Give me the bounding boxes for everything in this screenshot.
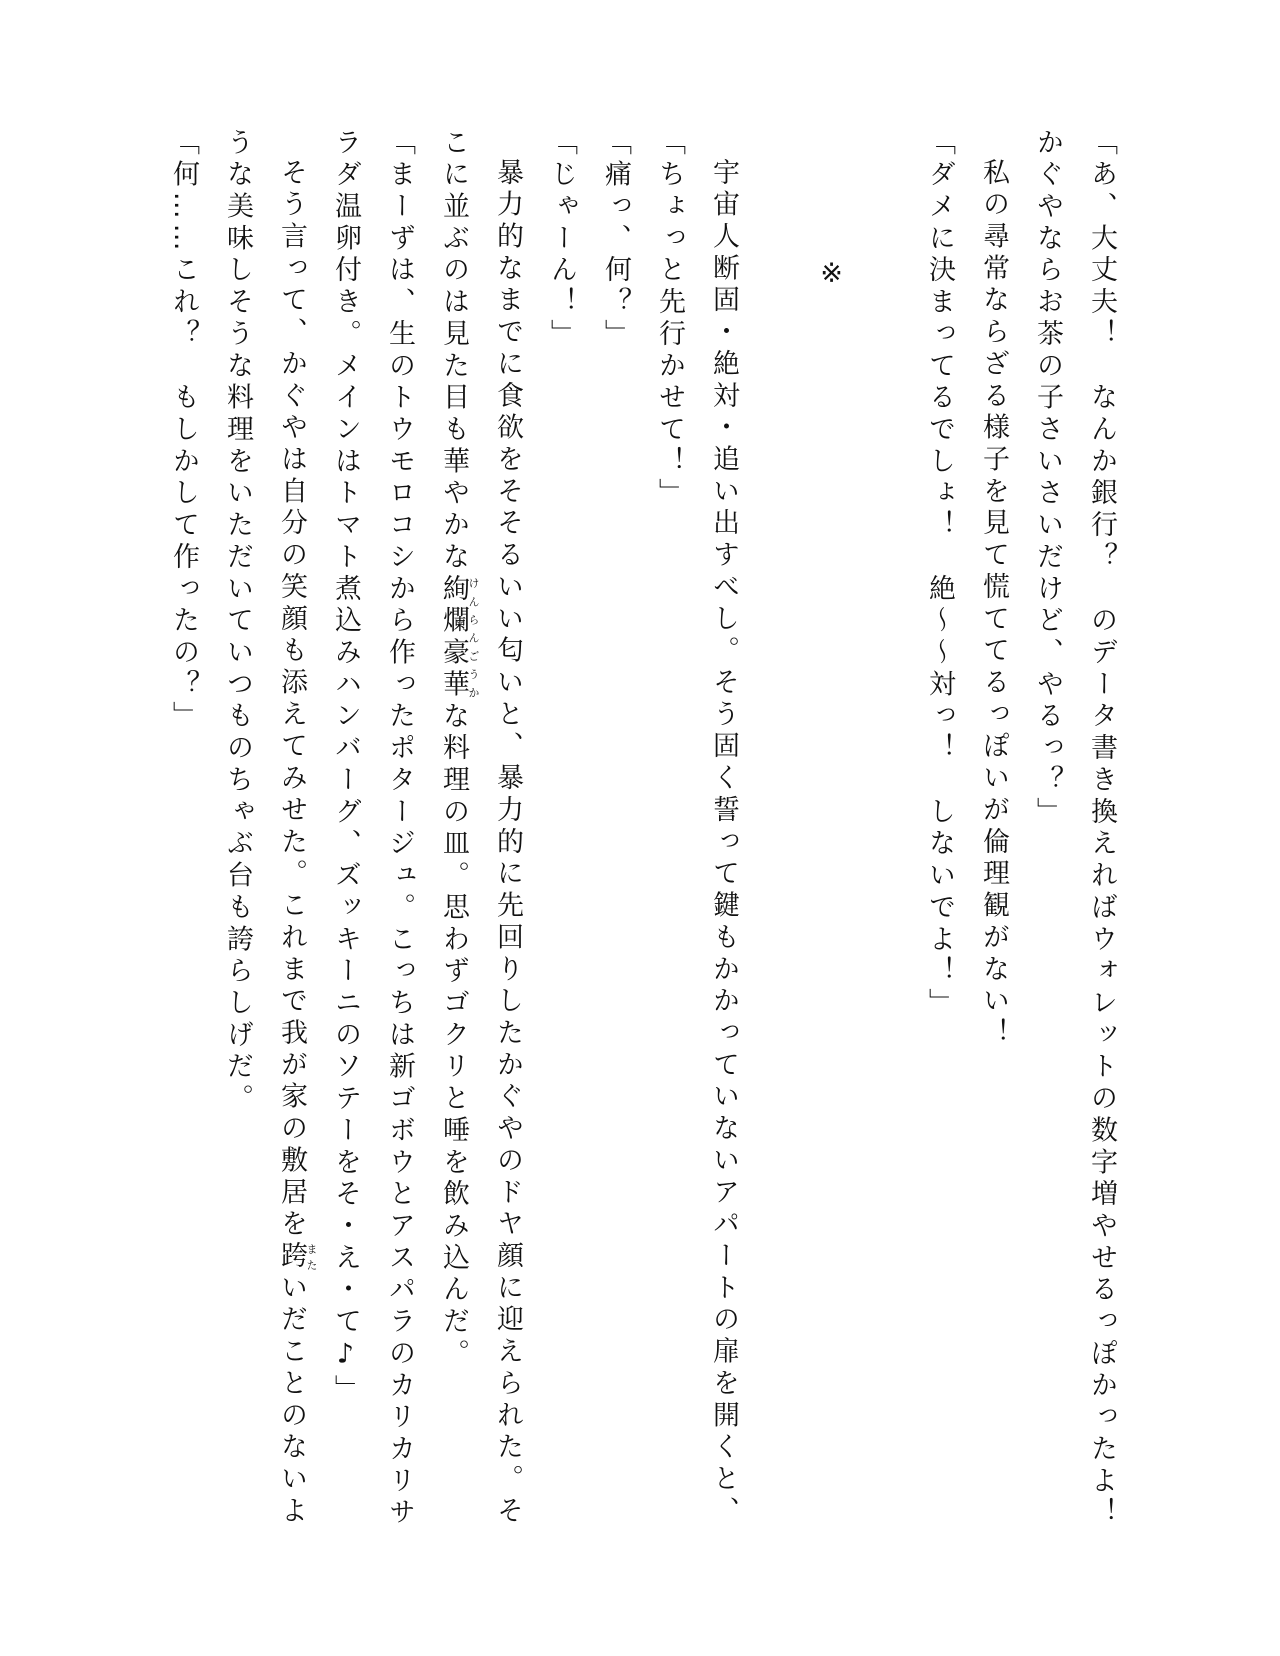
text-line: 「あ、大丈夫！ なんか銀行？ のデータ書き換えればウォレットの数字増やせるっぽかったよ！ <box>1086 128 1117 1530</box>
ruby-annotation <box>438 574 480 702</box>
text-segment: そう言って、かぐやは自分の笑顔も添えてみせた。これまで我が家の敷居を <box>276 158 307 1242</box>
section-separator: ※ <box>816 258 847 294</box>
ruby-base: 絢爛豪華 <box>438 574 469 702</box>
text-line: 宇宙人断固・絶対・追い出すべし。そう固く誓って鍵もかかっていないアパートの扉を開くと、 <box>708 158 739 1528</box>
text-line-with-ruby <box>264 128 318 1529</box>
ruby-base: 跨 <box>276 1241 307 1274</box>
ruby-reading: また <box>305 1241 318 1274</box>
blank-line <box>750 128 804 1508</box>
text-segment: な料理の皿。思わずゴクリと唾を飲み込んだ。 <box>438 701 469 1371</box>
text-line: 「まーずは、生のトウモロコシから作ったポタージュ。こっちは新ゴボウとアスパラのカリカリサ <box>384 128 415 1530</box>
text-line: 「ダメに決まってるでしょ！ 絶〜〜対っ！ しないでよ！」 <box>924 128 955 1021</box>
text-line: 私の尋常ならざる様子を見て慌ててるっぽいが倫理観がない！ <box>978 158 1009 1051</box>
text-line: 暴力的なまでに食欲をそそるいい匂いと、暴力的に先回りしたかぐやのドヤ顔に迎えられた。そ <box>492 158 523 1528</box>
text-line: 「じゃーん！」 <box>546 128 577 352</box>
text-line-with-ruby <box>426 128 480 1508</box>
text-line: ラダ温卵付き。メインはトマト煮込みハンバーグ、ズッキーニのソテーをそ・え・て♪」 <box>330 128 361 1407</box>
text-line: 「何……これ？ もしかして作ったの？」 <box>168 128 199 734</box>
text-line: 「痛っ、何？」 <box>600 128 631 352</box>
text-line: かぐやならお茶の子さいさいだけど、やるっ？」 <box>1032 128 1063 829</box>
text-line: うな美味しそうな料理をいただいていつものちゃぶ台も誇らしげだ。 <box>222 128 253 1116</box>
text-segment: こに並ぶのは見た目も華やかな <box>438 128 469 575</box>
ruby-reading: けんらんごうか <box>467 574 480 702</box>
ruby-annotation <box>276 1241 318 1274</box>
text-segment: いだことのないよ <box>276 1273 307 1529</box>
vertical-text-body <box>156 128 1128 1530</box>
text-line: 「ちょっと先行かせて！」 <box>654 128 685 511</box>
blank-line <box>858 128 912 1508</box>
